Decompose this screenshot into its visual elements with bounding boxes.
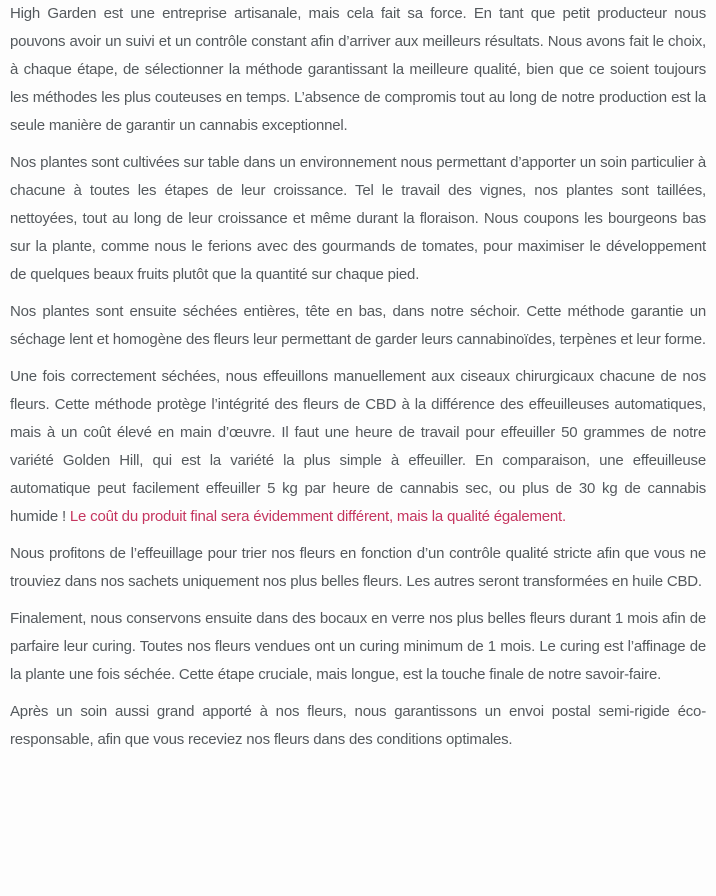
paragraph-effeuillage-text: Une fois correctement séchées, nous effeuillons manuellement aux ciseaux chirurgicaux chacune de nos fleurs. Cette méthode protège l’intégrité des fleurs de CBD à la différence des effeuilleuses automatiques, mais à un coût élevé en main d’œuvre. Il faut une heure de travail pour effeuiller 50 grammes de notre variété Golden Hill, qui est la variété la plus simple à effeuiller. En comparaison, une effeuilleuse automatique peut facilement effeuiller 5 kg par heure de cannabis sec, ou plus de 30 kg de cannabis humide ! [10, 368, 706, 525]
paragraph-tri-qualite: Nous profitons de l’effeuillage pour trier nos fleurs en fonction d’un contrôle qualité stricte afin que vous ne trouviez dans nos sachets uniquement nos plus belles fleurs. Les autres seront transformées en huile CBD. [10, 545, 706, 590]
paragraph-sechage: Nos plantes sont ensuite séchées entières, tête en bas, dans notre séchoir. Cette méthode garantie un séchage lent et homogène des fleurs leur permettant de garder leurs cannabinoïdes, terpènes et leur forme. [10, 303, 706, 348]
highlight-cost-sentence: Le coût du produit final sera évidemment différent, mais la qualité également. [69, 508, 566, 525]
paragraph-envoi: Après un soin aussi grand apporté à nos fleurs, nous garantissons un envoi postal semi-rigide éco-responsable, afin que vous receviez nos fleurs dans des conditions optimales. [10, 703, 706, 748]
paragraph-intro: High Garden est une entreprise artisanale, mais cela fait sa force. En tant que petit producteur nous pouvons avoir un suivi et un contrôle constant afin d’arriver aux meilleurs résultats. Nous avons fait le choix, à chaque étape, de sélectionner la méthode garantissant la meilleure qualité, bien que ce soient toujours les méthodes les plus couteuses en temps. L’absence de compromis tout au long de notre production est la seule manière de garantir un cannabis exceptionnel. [10, 5, 706, 134]
paragraph-curing: Finalement, nous conservons ensuite dans des bocaux en verre nos plus belles fleurs durant 1 mois afin de parfaire leur curing. Toutes nos fleurs vendues ont un curing minimum de 1 mois. Le curing est l’affinage de la plante une fois séchée. Cette étape cruciale, mais longue, est la touche finale de notre savoir-faire. [10, 610, 706, 683]
paragraph-effeuillage [10, 363, 706, 531]
paragraph-culture: Nos plantes sont cultivées sur table dans un environnement nous permettant d’apporter un soin particulier à chacune à toutes les étapes de leur croissance. Tel le travail des vignes, nos plantes sont taillées, nettoyées, tout au long de leur croissance et même durant la floraison. Nous coupons les bourgeons bas sur la plante, comme nous le ferions avec des gourmands de tomates, pour maximiser le développement de quelques beaux fruits plutôt que la quantité sur chaque pied. [10, 154, 706, 283]
